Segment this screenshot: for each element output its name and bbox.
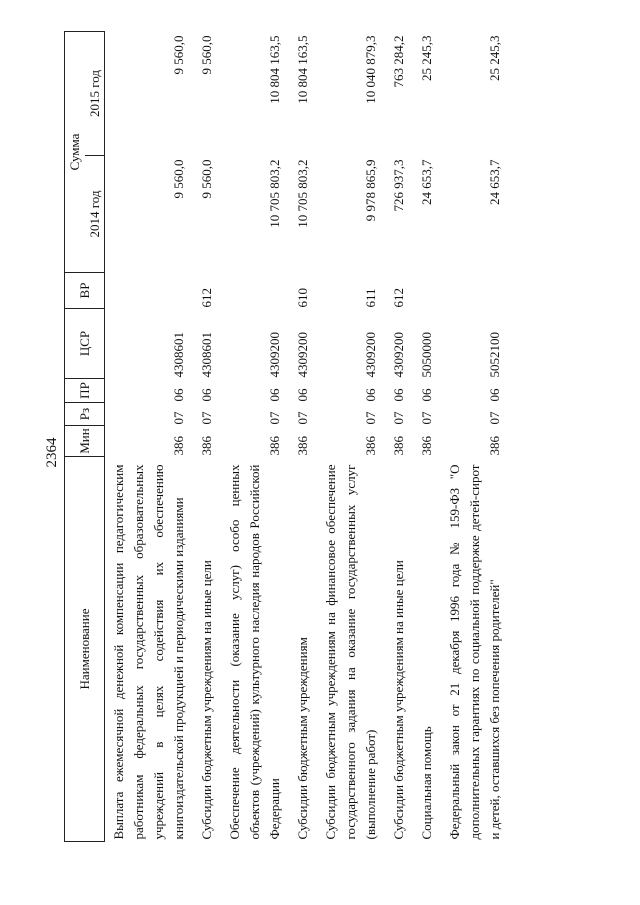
- row-sum-2015: 9 560,0: [171, 35, 186, 75]
- row-pr: 06: [295, 388, 310, 402]
- row-sum-2014: 10 705 803,2: [295, 159, 310, 228]
- row-min: 386: [363, 436, 378, 456]
- row-vr: 611: [363, 288, 378, 308]
- row-sum-2014: 24 653,7: [487, 159, 502, 205]
- row-csr: 4308601: [199, 332, 214, 378]
- row-csr: 5052100: [487, 332, 502, 378]
- row-sum-2015: 25 245,3: [487, 35, 502, 81]
- row-vr: [409, 273, 437, 309]
- row-pr: 06: [419, 388, 434, 402]
- row-min: 386: [171, 436, 186, 456]
- row-name: Социальная помощь: [419, 726, 434, 840]
- row-pr: 06: [267, 388, 282, 402]
- row-pr: 06: [391, 388, 406, 402]
- row-sum-2015: 10 804 163,5: [267, 35, 282, 104]
- budget-table: [64, 31, 505, 842]
- table-row: [105, 32, 190, 842]
- row-min: 386: [295, 436, 310, 456]
- row-min: 386: [487, 436, 502, 456]
- row-name: Субсидии бюджетным учреждениям на иные цели: [391, 560, 406, 840]
- row-sum-2015: 10 040 879,3: [363, 35, 378, 104]
- row-csr: 4309200: [295, 332, 310, 378]
- row-min: 386: [267, 436, 282, 456]
- table-row: [217, 32, 285, 842]
- row-vr: 612: [199, 288, 214, 308]
- table-row: [285, 32, 313, 842]
- row-rz: 07: [363, 411, 378, 425]
- row-sum-2014: 726 937,3: [391, 159, 406, 212]
- row-min: 386: [391, 436, 406, 456]
- row-pr: 06: [363, 388, 378, 402]
- row-csr: 4308601: [171, 332, 186, 378]
- table-body: [105, 32, 506, 842]
- row-pr: 06: [487, 388, 502, 402]
- row-rz: 07: [419, 411, 434, 425]
- row-csr: 4309200: [363, 332, 378, 378]
- header-name: Наименование: [65, 457, 105, 842]
- header-year-2014: 2014 год: [85, 156, 105, 273]
- row-rz: 07: [171, 411, 186, 425]
- row-vr: [217, 273, 285, 309]
- row-csr: 4309200: [267, 332, 282, 378]
- table-row: [437, 32, 505, 842]
- row-vr: [105, 273, 190, 309]
- table-row: [381, 32, 409, 842]
- row-rz: 07: [295, 411, 310, 425]
- row-sum-2014: 9 978 865,9: [363, 159, 378, 222]
- row-name: Выплата ежемесячной денежной компенсации педагогическим работникам федеральных государственных образовательных учреждений в целях содействия их обеспечению книгоиздательской продукцией и периодическими изданиями: [111, 464, 186, 840]
- row-min: 386: [419, 436, 434, 456]
- table-row: [189, 32, 217, 842]
- header-pr: ПР: [65, 379, 105, 403]
- row-csr: 5050000: [419, 332, 434, 378]
- row-vr: 610: [295, 288, 310, 308]
- row-rz: 07: [391, 411, 406, 425]
- row-name: Обеспечение деятельности (оказание услуг) особо ценных объектов (учреждений) культурного наследия народов Российской Федерации: [227, 464, 282, 840]
- row-pr: 06: [199, 388, 214, 402]
- row-name: Субсидии бюджетным учреждениям: [295, 637, 310, 840]
- row-name: Субсидии бюджетным учреждениям на финансовое обеспечение государственного задания на оказание государственных услуг (выполнение работ): [323, 464, 378, 840]
- row-vr: [437, 273, 505, 309]
- header-vr: ВР: [65, 273, 105, 309]
- header-rz: Рз: [65, 403, 105, 426]
- row-sum-2014: 9 560,0: [171, 159, 186, 199]
- row-name: Субсидии бюджетным учреждениям на иные цели: [199, 560, 214, 840]
- header-csr: ЦСР: [65, 309, 105, 379]
- row-name: Федеральный закон от 21 декабря 1996 года № 159-ФЗ "О дополнительных гарантиях по социальной поддержке детей-сирот и детей, оставшихся без попечения родителей": [447, 464, 502, 840]
- header-min: Мин: [65, 426, 105, 457]
- page-number: 2364: [44, 437, 60, 468]
- row-sum-2014: 10 705 803,2: [267, 159, 282, 228]
- row-sum-2014: 24 653,7: [419, 159, 434, 205]
- row-sum-2014: 9 560,0: [199, 159, 214, 199]
- header-year-2015: 2015 год: [85, 32, 105, 156]
- header-sum: Сумма: [65, 32, 86, 273]
- row-min: 386: [199, 436, 214, 456]
- row-rz: 07: [267, 411, 282, 425]
- row-csr: 4309200: [391, 332, 406, 378]
- row-sum-2015: 10 804 163,5: [295, 35, 310, 104]
- row-sum-2015: 9 560,0: [199, 35, 214, 75]
- table-row: [409, 32, 437, 842]
- row-pr: 06: [171, 388, 186, 402]
- row-sum-2015: 25 245,3: [419, 35, 434, 81]
- table-row: [313, 32, 381, 842]
- row-rz: 07: [487, 411, 502, 425]
- row-vr: 612: [391, 288, 406, 308]
- row-rz: 07: [199, 411, 214, 425]
- row-sum-2015: 763 284,2: [391, 35, 406, 88]
- table-header: [65, 32, 105, 842]
